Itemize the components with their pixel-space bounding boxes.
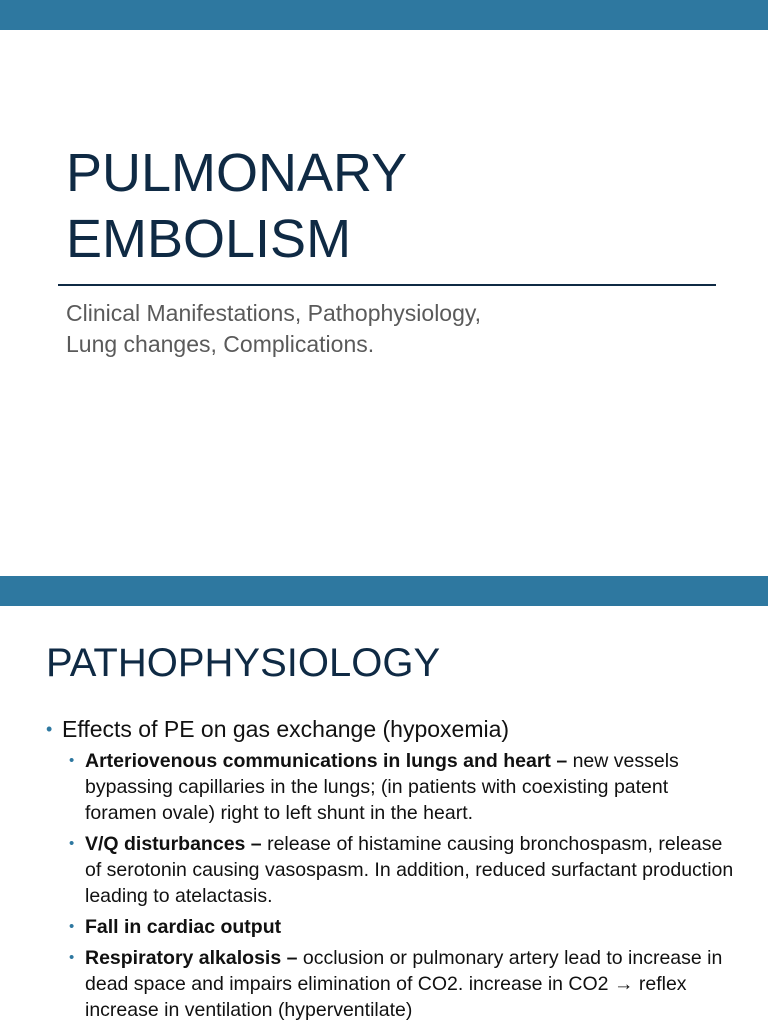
slide-separator-band — [0, 576, 768, 606]
subtitle-line-1: Clinical Manifestations, Pathophysiology, — [66, 300, 482, 326]
sub-bullet-heading: V/Q disturbances – — [85, 833, 262, 855]
sub-bullet-respiratory-alkalosis — [69, 945, 736, 1023]
slide-subtitle — [66, 298, 706, 360]
sub-bullet-text: occlusion or pulmonary artery lead to increase in dead space and impairs elimination of CO2. increase in CO2 → reflex increase in ventilation (hyperventilate) — [85, 947, 723, 1021]
bullet-dot: • — [69, 949, 75, 966]
bullet-dot: • — [69, 835, 75, 852]
top-header-band — [0, 0, 768, 30]
subtitle-line-2: Lung changes, Complications. — [66, 331, 375, 357]
sub-bullet-heading: Respiratory alkalosis – — [85, 947, 298, 969]
main-bullet-text: Effects of PE on gas exchange (hypoxemia) — [62, 716, 510, 742]
title-divider — [58, 284, 716, 286]
sub-bullet-cardiac-output — [69, 914, 736, 940]
bullet-dot: • — [69, 752, 75, 769]
title-line-2: EMBOLISM — [66, 209, 352, 269]
sub-bullet-heading: Arteriovenous communications in lungs and heart – — [85, 750, 568, 772]
main-bullet — [46, 712, 736, 746]
sub-bullet-arteriovenous — [69, 748, 736, 826]
bullet-list — [46, 712, 736, 1028]
sub-bullet-vq-disturbances — [69, 831, 736, 909]
bullet-dot: • — [69, 918, 75, 935]
sub-bullet-heading: Fall in cardiac output — [85, 916, 282, 938]
sub-bullet-text: new vessels bypassing capillaries in the lungs; (in patients with coexisting patent foramen ovale) right to left shunt in the heart. — [85, 750, 679, 824]
slide-title — [66, 140, 706, 272]
sub-bullet-text: release of histamine causing bronchospasm, release of serotonin causing vasospasm. In addition, reduced surfactant production leading to atelactasis. — [85, 833, 734, 907]
section-title: PATHOPHYSIOLOGY — [46, 641, 441, 685]
title-line-1: PULMONARY — [66, 143, 408, 203]
bullet-dot: • — [46, 719, 53, 739]
